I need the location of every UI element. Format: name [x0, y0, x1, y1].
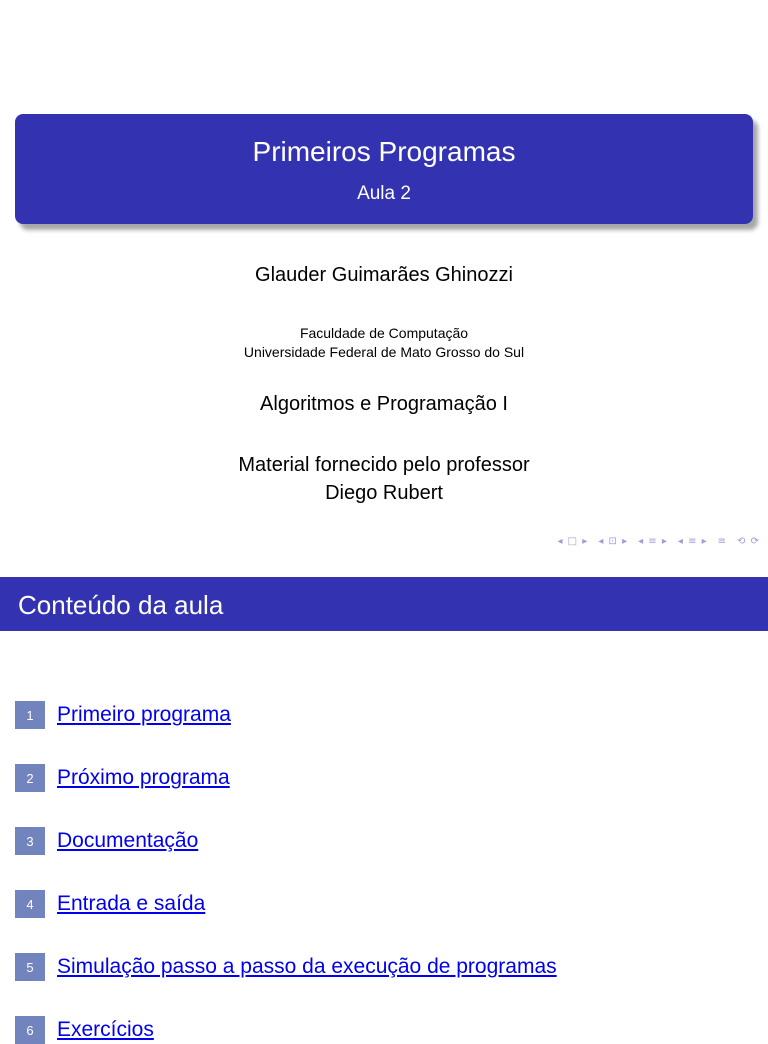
toc-number-badge: 6	[15, 1016, 45, 1044]
toc-number-badge: 1	[15, 701, 45, 729]
toc-link[interactable]: Exercícios	[57, 1018, 154, 1041]
toc-number-badge: 3	[15, 827, 45, 855]
toc-link[interactable]: Próximo programa	[57, 766, 230, 789]
frame-title: Conteúdo da aula	[18, 590, 224, 620]
toc-item[interactable]	[15, 828, 198, 854]
toc-item[interactable]	[15, 1017, 154, 1043]
content-slide	[0, 577, 768, 1041]
material-credit-line: Material fornecido pelo professor	[238, 454, 530, 476]
toc-item[interactable]	[15, 765, 230, 791]
toc-link[interactable]: Entrada e saída	[57, 892, 206, 915]
toc-link[interactable]: Documentação	[57, 829, 199, 852]
title-block	[15, 114, 753, 224]
toc-number-badge: 4	[15, 890, 45, 918]
toc-item[interactable]	[15, 702, 231, 728]
toc-item[interactable]	[15, 954, 557, 980]
material-credit	[0, 451, 768, 507]
presentation-title: Primeiros Programas	[252, 136, 516, 167]
presentation-subtitle: Aula 2	[357, 183, 411, 204]
course-name: Algoritmos e Programação I	[260, 393, 508, 415]
toc-link[interactable]: Simulação passo a passo da execução de programas	[57, 955, 557, 978]
toc-number-badge: 2	[15, 764, 45, 792]
institution-faculty: Faculdade de Computação	[299, 325, 469, 341]
nav-frame-icon[interactable]: ◂ □ ▸	[557, 536, 589, 547]
frame-header	[0, 577, 768, 631]
material-credit-professor: Diego Rubert	[325, 482, 443, 504]
toc-link[interactable]: Primeiro programa	[57, 703, 231, 726]
nav-subsection-icon[interactable]: ◂ ⊡ ▸	[598, 536, 629, 547]
institution	[0, 324, 768, 362]
beamer-navigation-bar	[557, 536, 760, 547]
nav-section-icon[interactable]: ◂ ≡ ▸	[638, 536, 668, 547]
toc-item[interactable]	[15, 891, 205, 917]
institution-university: Universidade Federal de Mato Grosso do Sul	[243, 344, 525, 360]
nav-document-icon[interactable]: ◂ ≡ ▸	[677, 536, 708, 547]
author-name: Glauder Guimarães Ghinozzi	[255, 264, 513, 286]
toc-number-badge: 5	[15, 953, 45, 981]
nav-search-back-forward-icon[interactable]: ⟲ ⟳	[737, 536, 760, 547]
nav-appendix-icon[interactable]: ≡	[717, 536, 728, 547]
